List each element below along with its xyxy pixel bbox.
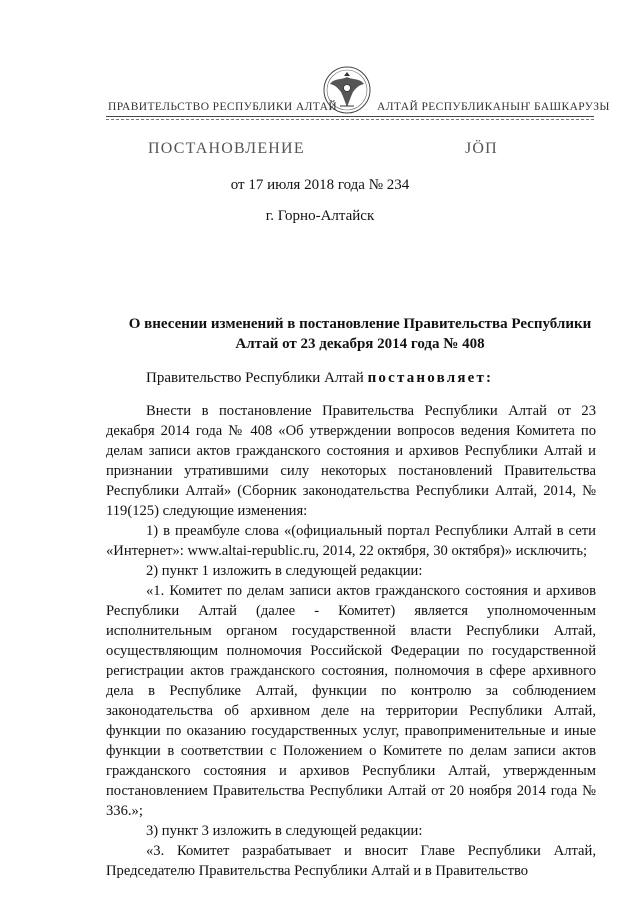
document-title — [110, 314, 610, 354]
org-name-altai: АЛТАЙ РЕСПУБЛИКАНЫҤ БАШКАРУЗЫ — [377, 101, 610, 113]
doc-type-altai: ЈӦП — [465, 140, 498, 157]
title-line-1: О внесении изменений в постановление Правительства Республики — [128, 316, 592, 332]
doc-type-russian: ПОСТАНОВЛЕНИЕ — [148, 140, 305, 157]
preamble — [146, 370, 493, 387]
title-line-2: Алтай от 23 декабря 2014 года № 408 — [235, 336, 485, 352]
document-body — [106, 401, 596, 881]
header-rule — [106, 116, 594, 117]
paragraph: «1. Комитет по делам записи актов гражданского состояния и архивов Республики Алтай (далее - Комитет) является уполномоченным исполнительным органом государственной власти Республики Алтай, осуществляющим полномочия Российской Федерации по государственной регистрации актов гражданского состояния, полномочия в сфере архивного дела в Республике Алтай, функции по контролю за соблюдением законодательства об архивном деле на территории Республики Алтай, функции по оказанию государственных услуг, правоприменительные и иные функции в соответствии с Положением о Комитете по делам записи актов гражданского состояния и архивов Республики Алтай, утвержденным постановлением Правительства Республики Алтай от 20 ноября 2014 года № 336.»; — [106, 583, 596, 819]
paragraph: «3. Комитет разрабатывает и вносит Главе Республики Алтай, Председателю Правительства Республики Алтай и в Правительство — [106, 843, 596, 879]
date-number-line: от 17 июля 2018 года № 234 — [230, 177, 410, 193]
paragraph: 2) пункт 1 изложить в следующей редакции: — [146, 563, 423, 579]
preamble-emphasis: постановляет: — [367, 370, 494, 386]
header-rule-secondary — [106, 119, 594, 120]
paragraph: 3) пункт 3 изложить в следующей редакции: — [146, 823, 423, 839]
org-name-russian: ПРАВИТЕЛЬСТВО РЕСПУБЛИКИ АЛТАЙ — [108, 101, 338, 113]
city-line: г. Горно-Алтайск — [265, 208, 375, 224]
preamble-text: Правительство Республики Алтай — [146, 370, 368, 386]
paragraph: Внести в постановление Правительства Республики Алтай от 23 декабря 2014 года № 408 «Об утверждении вопросов ведения Комитета по делам записи актов гражданского состояния и архивов Республики Алтай и признании утратившими силу некоторых постановлений Правительства Республики Алтай» (Сборник законодательства Республики Алтай, 2014, № 119(125) следующие изменения: — [106, 403, 596, 519]
paragraph: 1) в преамбуле слова «(официальный портал Республики Алтай в сети «Интернет»: www.altai-republic.ru, 2014, 22 октября, 30 октября)» исключить; — [106, 523, 596, 559]
